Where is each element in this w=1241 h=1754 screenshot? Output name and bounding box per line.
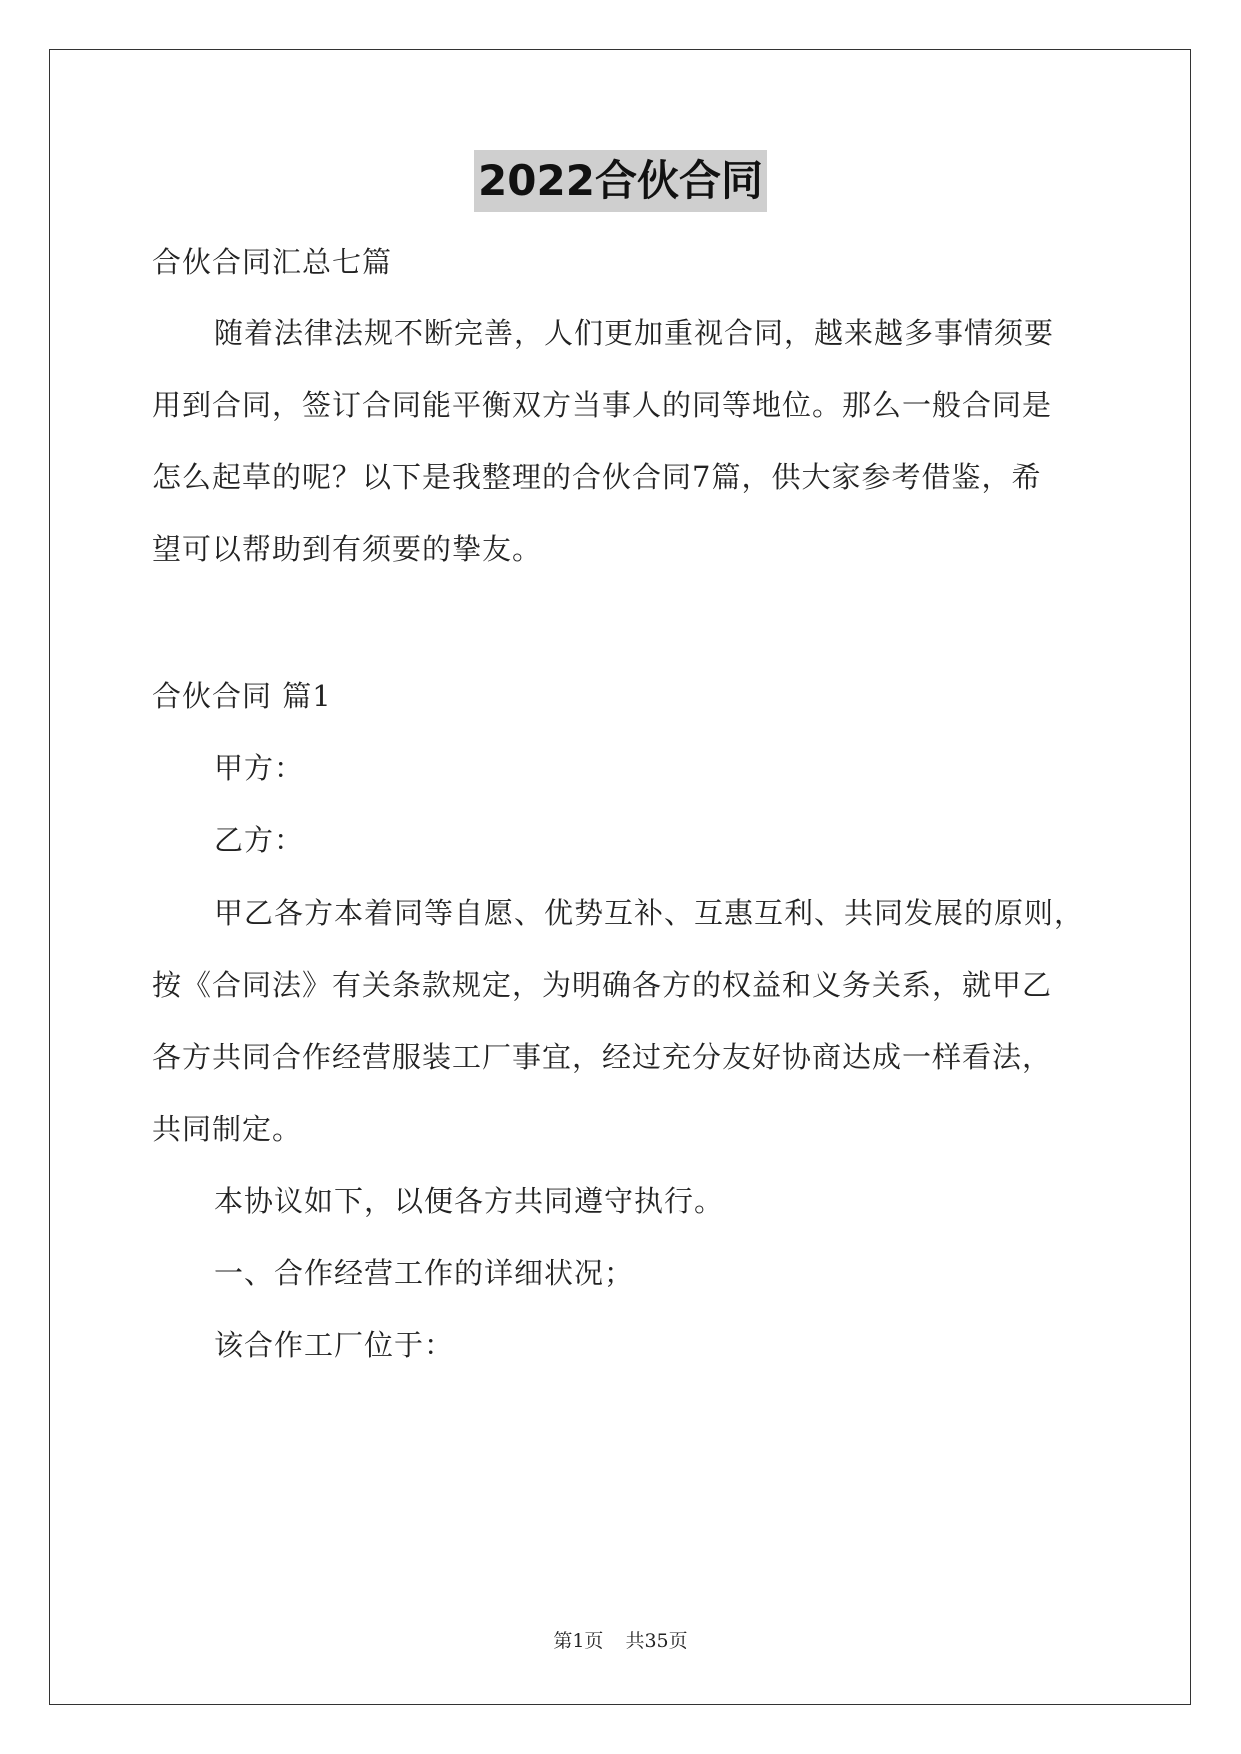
intro-line-1: 随着法律法规不断完善，人们更加重视合同，越来越多事情须要 bbox=[214, 316, 1055, 350]
document-title: 2022合伙合同 bbox=[474, 150, 767, 212]
factory-location-line: 该合作工厂位于： bbox=[214, 1328, 455, 1362]
clause-one-heading: 一、合作经营工作的详细状况； bbox=[214, 1256, 635, 1290]
document-subtitle: 合伙合同汇总七篇 bbox=[152, 245, 393, 279]
party-a-label: 甲方： bbox=[214, 751, 305, 785]
section-heading: 合伙合同 篇1 bbox=[152, 679, 332, 713]
page-border bbox=[49, 49, 1191, 1705]
intro-line-4: 望可以帮助到有须要的挚友。 bbox=[152, 532, 543, 566]
page-total: 共35页 bbox=[625, 1630, 688, 1652]
page-number: 第1页 bbox=[553, 1630, 604, 1652]
agreement-line: 本协议如下，以便各方共同遵守执行。 bbox=[214, 1184, 725, 1218]
principle-line-1: 甲乙各方本着同等自愿、优势互补、互惠互利、共同发展的原则， bbox=[214, 896, 1085, 930]
principle-line-3: 各方共同合作经营服装工厂事宜，经过充分友好协商达成一样看法， bbox=[152, 1040, 1053, 1074]
principle-line-2: 按《合同法》有关条款规定，为明确各方的权益和义务关系，就甲乙 bbox=[152, 968, 1053, 1002]
intro-line-2: 用到合同，签订合同能平衡双方当事人的同等地位。那么一般合同是 bbox=[152, 388, 1053, 422]
page-footer bbox=[0, 1628, 1241, 1654]
intro-line-3: 怎么起草的呢？以下是我整理的合伙合同7篇，供大家参考借鉴，希 bbox=[152, 460, 1042, 494]
principle-line-4: 共同制定。 bbox=[152, 1112, 303, 1146]
title-container bbox=[0, 150, 1241, 212]
party-b-label: 乙方： bbox=[214, 823, 305, 857]
